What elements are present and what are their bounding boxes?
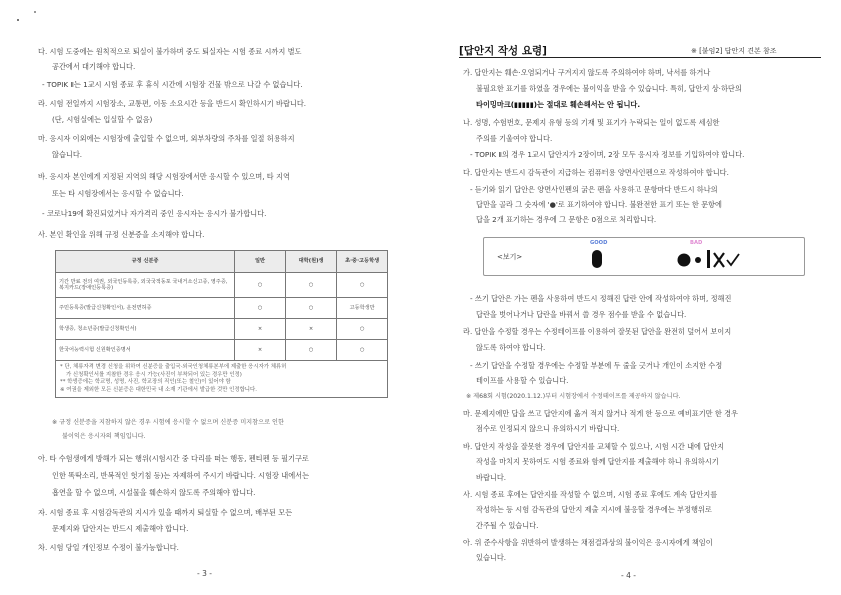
para-a-r-1: 아. 위 준수사항을 위반하여 발생하는 채점결과상의 불이익은 응시자에게 책임이 <box>463 538 713 547</box>
bad-mark-small-dot-icon <box>695 257 701 263</box>
para-fix-sub-1: - 쓰기 답안을 수정할 경우에는 수정할 부분에 두 줄을 긋거나 개인이 소지한 수정 <box>470 361 723 370</box>
id-cell: × <box>235 319 286 340</box>
para-dda-sub-1: - 듣기와 읽기 답안은 양면사인펜의 굵은 펜을 사용하고 문항마다 반드시 하나의 <box>470 185 718 194</box>
para-ma-r-1: 마. 문제지에만 답을 쓰고 답안지에 옮겨 적지 않거나 적게 한 등으로 예비표기만 한 경우 <box>463 409 738 418</box>
id-cell: ○ <box>235 298 286 319</box>
para-sa-r-2: 작성하는 등 시험 감독관의 답안지 제출 지시에 불응할 경우에는 부정행위로 <box>476 505 712 514</box>
bad-mark-x-icon <box>714 253 724 267</box>
para-da-1: 다. 시험 도중에는 원칙적으로 퇴실이 불가하며 중도 퇴실자는 시험 종료 시까지 별도 <box>38 47 302 56</box>
para-sa: 사. 본인 확인을 위해 규정 신분증을 소지해야 합니다. <box>38 230 205 239</box>
id-table-header: 대학(원)생 <box>285 251 336 273</box>
id-table-header: 초·중·고등학생 <box>337 251 388 273</box>
para-ba-r-3: 바랍니다. <box>476 473 507 482</box>
para-ma-2: 않습니다. <box>52 150 83 159</box>
table-row <box>56 273 388 298</box>
id-cell: ○ <box>235 273 286 298</box>
table-row <box>56 340 388 361</box>
para-ja-1: 자. 시험 종료 후 시험감독관의 지시가 있을 때까지 퇴실할 수 없으며, 배부된 모든 <box>38 508 293 517</box>
table-notes-row <box>56 361 388 398</box>
para-write-2: 답란을 벗어나거나 답란을 바꿔서 쓸 경우 점수를 받을 수 없습니다. <box>476 310 687 319</box>
para-ga-1: 가. 답안지는 훼손·오염되거나 구겨지지 않도록 주의하여야 하며, 낙서를 하거나 <box>463 68 711 77</box>
para-na-2: 주의를 기울여야 합니다. <box>476 134 553 143</box>
para-ra-2: (단, 시험실에는 입실할 수 없음) <box>52 115 153 124</box>
id-cell: 고등학생만 <box>337 298 388 319</box>
para-ba-r-1: 바. 답안지 작성을 잘못한 경우에 답안지를 교체할 수 있으나, 시험 시간 내에 답안지 <box>463 442 725 451</box>
id-cell: ○ <box>285 340 336 361</box>
table-note: * 단, 체류자격 변경 신청을 위하여 신분증을 출입국·외국인청체류본부에 제출한 응시자가 체류허 <box>60 364 287 370</box>
para-sa-r-1: 사. 시험 종료 후에는 답안지를 작성할 수 없으며, 시험 종료 후에도 계속 답안지를 <box>463 490 718 499</box>
id-name: 기간 만료 전의 여권, 외국인등록증, 외국국적동포 국내거소신고증, 영주증, 복지카드(장애인등록증) <box>56 273 235 298</box>
answer-sheet-note: ※ [붙임2] 답안지 견본 참조 <box>691 47 777 55</box>
answer-sheet-title: [답안지 작성 요령] <box>459 45 547 57</box>
para-ba-2: 또는 타 시험장에서는 응시할 수 없습니다. <box>52 189 184 198</box>
id-cell: ○ <box>337 340 388 361</box>
id-name: 학생증, 청소년증(발급신청확인서) <box>56 319 235 340</box>
para-ba-1: 바. 응시자 본인에게 지정된 지역의 해당 시험장에서만 응시할 수 있으며, 타 지역 <box>38 172 290 181</box>
para-ra-1: 라. 시험 전일까지 시험장소, 교통편, 이동 소요시간 등을 반드시 확인하시기 바랍니다. <box>38 99 307 108</box>
para-ja-2: 문제지와 답안지는 반드시 제출해야 합니다. <box>52 524 189 533</box>
para-ra-fix-1: 라. 답안을 수정할 경우는 수정테이프를 이용하여 잘못된 답안을 완전히 덮어서 보이지 <box>463 327 732 336</box>
good-mark-icon <box>592 250 602 268</box>
table-row <box>56 298 388 319</box>
bad-mark-dot-icon <box>678 254 691 267</box>
para-tape-note: ※ 제68회 시험(2020.1.12.)부터 시험장에서 수정테이프를 제공하지 않습니다. <box>466 393 681 400</box>
table-row <box>56 319 388 340</box>
id-cell: ○ <box>285 273 336 298</box>
para-corona: - 코로나19에 확진되었거나 자가격리 중인 응시자는 응시가 불가합니다. <box>42 209 267 218</box>
page-number: - 4 - <box>621 571 636 580</box>
para-na-1: 나. 성명, 수험번호, 문제지 유형 등의 기재 및 표기가 누락되는 일이 없도록 세심한 <box>463 118 720 127</box>
example-label: <보기> <box>497 253 523 261</box>
para-a-3: 흡연을 할 수 없으며, 시설물을 훼손하지 않도록 주의해야 합니다. <box>52 488 256 497</box>
bad-mark-check-icon <box>727 254 739 265</box>
para-a-r-2: 있습니다. <box>476 553 507 562</box>
id-cell: ○ <box>337 273 388 298</box>
para-fix-sub-2: 테이프를 사용할 수 있습니다. <box>476 376 569 385</box>
para-ma-r-2: 점수로 인정되지 않으니 유의하시기 바랍니다. <box>476 424 620 433</box>
page-number: - 3 - <box>197 569 212 578</box>
bad-label: BAD <box>690 240 703 246</box>
para-cha: 차. 시험 당일 개인정보 수정이 불가능합니다. <box>38 543 179 552</box>
id-cell: × <box>285 319 336 340</box>
id-table <box>55 250 388 398</box>
table-note: 가 신청확인서를 지참한 경우 응시 가능(사진이 부착되어 있는 경우만 인정) <box>66 371 242 378</box>
id-cell: ○ <box>337 319 388 340</box>
para-da-2: 공간에서 대기해야 합니다. <box>52 62 136 71</box>
bad-mark-line-icon <box>707 250 710 268</box>
id-table-header: 규정 신분증 <box>56 251 235 273</box>
id-cell: × <box>235 340 286 361</box>
para-a-2: 인한 똑딱소리, 반복적인 헛기침 등)는 자제하여 주시기 바랍니다. 시험장 내에서는 <box>52 471 310 480</box>
id-warning-2: 불이익은 응시자의 책임입니다. <box>62 433 146 440</box>
para-topik: - TOPIK Ⅱ는 1교시 시험 종료 후 휴식 시간에 시험장 건물 밖으로 나갈 수 없습니다. <box>42 80 303 89</box>
para-ga-2: 불필요한 표기를 하였을 경우에는 불이익을 받을 수 있습니다. 특히, 답안지 상·하단의 <box>476 84 742 93</box>
table-note: ** 학생증에는 학교명, 성명, 사진, 학교장의 직인(또는 철인)이 있어야 함 <box>60 379 231 385</box>
para-dda-sub-2: 답만을 골라 그 숫자에 '●'로 표기하여야 합니다. 불완전한 표기 또는 한 문항에 <box>476 200 722 209</box>
table-note: ※ 여권을 제외한 모든 신분증은 대한민국 내 소재 기관에서 발급한 것만 인정합니다. <box>60 386 257 393</box>
id-cell: ○ <box>285 298 336 319</box>
para-ma-1: 마. 응시자 이외에는 시험장에 출입할 수 없으며, 외부차량의 주차를 일절 허용하지 <box>38 134 295 143</box>
para-dda: 다. 답안지는 반드시 감독관이 지급하는 컴퓨터용 양면사인펜으로 작성하여야 합니다. <box>463 168 729 177</box>
para-write-1: - 쓰기 답안은 가는 펜을 사용하여 반드시 정해진 답란 안에 작성하여야 하며, 정해진 <box>470 294 732 303</box>
para-ra-fix-2: 않도록 하여야 합니다. <box>476 343 546 352</box>
timing-mark-warning: 타이밍마크(▮▮▮▮▮)는 절대로 훼손해서는 안 됩니다. <box>476 100 641 109</box>
id-table-header: 일반 <box>235 251 286 273</box>
para-ba-r-2: 작성을 마치지 못하여도 시험 종료와 함께 답안지를 제출해야 하니 유의하시기 <box>476 457 719 466</box>
marking-example-icons <box>580 246 780 272</box>
id-name: 주민등록증(발급신청확인서), 운전면허증 <box>56 298 235 319</box>
title-rule <box>459 57 821 58</box>
left-page <box>0 0 420 595</box>
para-a-1: 아. 타 수험생에게 방해가 되는 행위(시험시간 중 다리를 떠는 행동, 펜티펜 등 필기구로 <box>38 454 309 463</box>
para-sa-r-3: 간주될 수 있습니다. <box>476 521 539 530</box>
para-dda-sub-3: 답을 2개 표기하는 경우에 그 문항은 0점으로 처리합니다. <box>476 215 657 224</box>
id-warning-1: ※ 규정 신분증을 지참하지 않은 경우 시험에 응시할 수 없으며 신분증 미지참으로 인한 <box>52 419 285 426</box>
para-topik2: - TOPIK Ⅱ의 경우 1교시 답안지가 2장이며, 2장 모두 응시자 정보를 기입하여야 합니다. <box>470 150 745 159</box>
good-label: GOOD <box>590 240 608 246</box>
id-name: 한국어능력시험 신원확인증명서 <box>56 340 235 361</box>
